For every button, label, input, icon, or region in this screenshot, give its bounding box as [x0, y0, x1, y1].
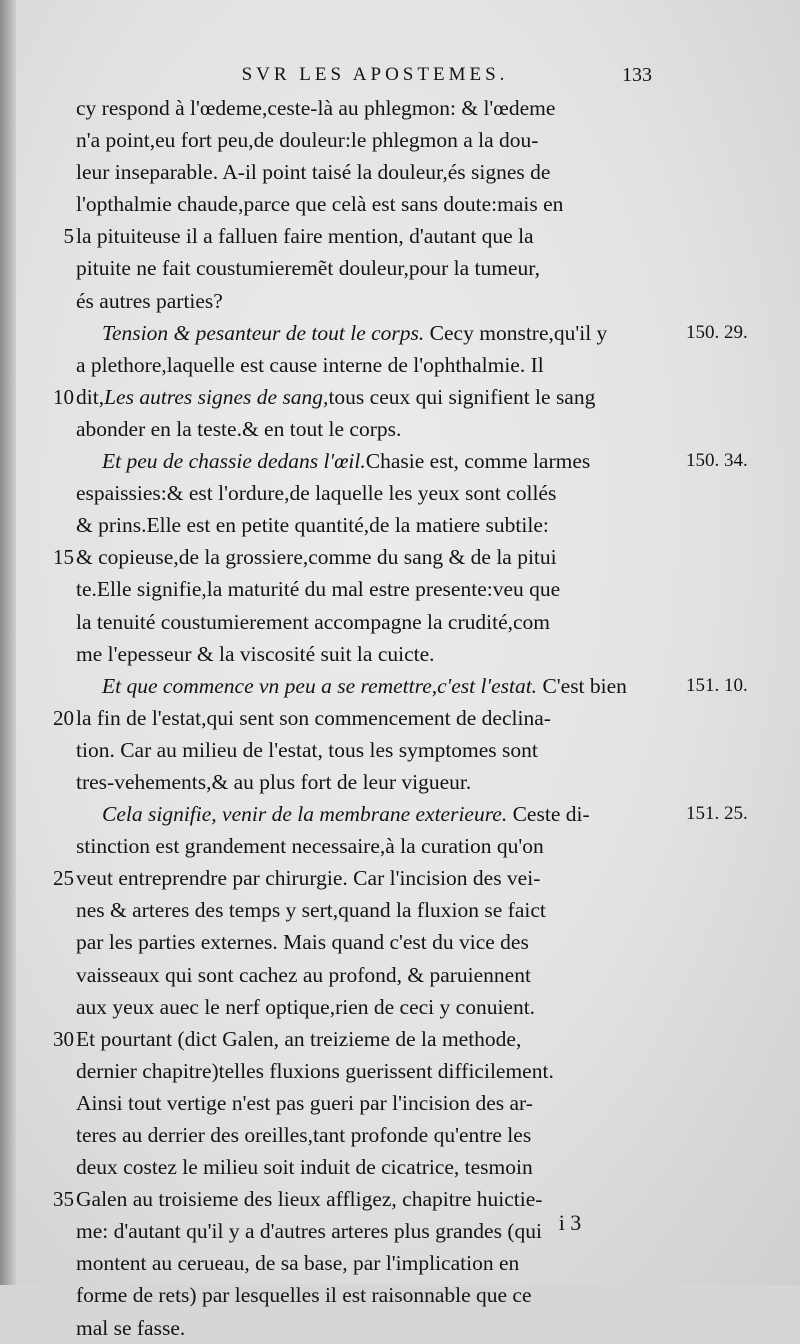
text-line — [0, 124, 800, 156]
line-number: 35 — [53, 1187, 74, 1212]
line-number: 20 — [53, 705, 74, 730]
signature-mark: i 3 — [558, 1210, 582, 1235]
line-text — [76, 156, 680, 188]
italic-lemma: Et peu de chassie dedans l'œil. — [102, 449, 366, 474]
text-line — [0, 220, 800, 252]
text-line — [0, 1183, 800, 1215]
text-line — [0, 252, 800, 284]
line-text — [76, 1151, 680, 1183]
line-text — [76, 349, 680, 381]
line-text — [102, 670, 680, 702]
text-line — [0, 285, 800, 317]
line-text — [76, 991, 680, 1023]
roman-text: teres au derrier des oreilles,tant profonde qu'entre les — [76, 1123, 532, 1147]
text-line — [0, 509, 800, 541]
text-line — [0, 766, 800, 798]
roman-text: a plethore,laquelle est cause interne de l'ophthalmie. Il — [76, 352, 544, 377]
text-line — [0, 1151, 800, 1183]
line-text — [76, 477, 680, 509]
roman-text: me l'epesseur & la viscosité suit la cuicte. — [76, 641, 435, 666]
line-text — [76, 92, 680, 124]
line-text — [76, 381, 680, 413]
roman-text: stinction est grandement necessaire,à la curation qu'on — [76, 834, 544, 859]
roman-text: tres-vehements,& au plus fort de leur vigueur. — [76, 769, 472, 794]
roman-text: cy respond à l'œdeme,ceste-là au phlegmon: & l'œdeme — [76, 96, 556, 120]
roman-text: tion. Car au milieu de l'estat, tous les symptomes sont — [76, 737, 538, 762]
roman-text: la fin de l'estat,qui sent son commencement de declina- — [76, 705, 551, 730]
line-text — [76, 1087, 680, 1119]
line-text — [76, 1279, 680, 1311]
text-line — [0, 1023, 800, 1055]
text-line — [0, 573, 800, 605]
text-line — [0, 188, 800, 220]
roman-text: veut entreprendre par chirurgie. Car l'incision des vei- — [76, 866, 541, 891]
line-number: 10 — [53, 384, 74, 409]
line-text — [76, 509, 680, 541]
roman-text: me: d'autant qu'il y a d'autres arteres plus grandes (qui — [76, 1219, 542, 1244]
roman-text: par les parties externes. Mais quand c'est du vice des — [76, 930, 529, 955]
text-line — [0, 1055, 800, 1087]
text-line — [0, 638, 800, 670]
line-text — [76, 926, 680, 958]
italic-lemma: Et que commence vn peu a se remettre,c'est l'estat. — [102, 673, 538, 698]
line-text — [76, 959, 680, 991]
text-line — [0, 445, 800, 477]
roman-text: n'a point,eu fort peu,de douleur:le phlegmon a la dou- — [76, 128, 539, 153]
text-line — [0, 92, 800, 124]
roman-text: mal se fasse. — [76, 1315, 186, 1340]
roman-text: la tenuité coustumierement accompagne la crudité,com — [76, 609, 550, 634]
roman-text: & prins.Elle est en petite quantité,de la matiere subtile: — [76, 513, 549, 538]
text-line — [0, 1215, 800, 1247]
line-text — [76, 285, 680, 317]
text-line — [0, 830, 800, 862]
text-line — [0, 1247, 800, 1279]
roman-text: espaissies:& est l'ordure,de laquelle les yeux sont collés — [76, 481, 557, 506]
roman-text: dernier chapitre)telles fluxions guerissent difficilement. — [76, 1058, 554, 1083]
line-text — [76, 1023, 680, 1055]
line-number: 5 — [63, 224, 74, 249]
roman-text: forme de rets) par lesquelles il est raisonnable que ce — [76, 1283, 532, 1308]
line-text — [76, 124, 680, 156]
line-text — [76, 1055, 680, 1087]
margin-reference: 150. 34. — [686, 450, 748, 472]
line-text — [76, 638, 680, 670]
roman-text: abonder en la teste.& en tout le corps. — [76, 416, 402, 441]
roman-text: la pituiteuse il a falluen faire mention, d'autant que la — [76, 224, 534, 249]
text-line — [0, 381, 800, 413]
line-text — [76, 252, 680, 284]
text-line — [0, 734, 800, 766]
text-line — [0, 959, 800, 991]
running-head: SVR LES APOSTEMES. — [241, 64, 509, 85]
roman-text: leur inseparable. A-il point taisé la douleur,és signes de — [76, 160, 551, 185]
roman-text: nes & arteres des temps y sert,quand la fluxion se faict — [76, 898, 546, 923]
line-text — [76, 1312, 680, 1344]
margin-reference: 151. 10. — [686, 674, 748, 696]
italic-lemma: Cela signifie, venir de la membrane exterieure. — [102, 802, 508, 827]
text-line — [0, 670, 800, 702]
roman-text: dit, — [76, 384, 105, 409]
text-line — [0, 349, 800, 381]
margin-reference: 150. 29. — [686, 321, 748, 343]
line-text — [76, 188, 680, 220]
text-line — [0, 991, 800, 1023]
roman-text: te.Elle signifie,la maturité du mal estre presente:veu que — [76, 577, 561, 602]
roman-text: vaisseaux qui sont cachez au profond, & paruiennent — [76, 962, 531, 987]
text-line — [0, 1119, 800, 1151]
page-header — [0, 60, 800, 90]
roman-text: l'opthalmie chaude,parce que celà est sans doute:mais en — [76, 192, 564, 217]
margin-reference: 151. 25. — [686, 803, 748, 825]
roman-text: Chasie est, comme larmes — [365, 449, 591, 474]
roman-text: montent au cerueau, de sa base, par l'implication en — [76, 1251, 520, 1276]
line-text — [76, 702, 680, 734]
text-line — [0, 1312, 800, 1344]
roman-text: Ainsi tout vertige n'est pas gueri par l'incision des ar- — [76, 1090, 533, 1115]
text-line — [0, 862, 800, 894]
line-text — [102, 798, 680, 830]
italic-lemma: Tension & pesanteur de tout le corps. — [102, 320, 425, 345]
line-text — [76, 862, 680, 894]
roman-text: Ceste di- — [507, 802, 590, 827]
roman-text: Cecy monstre,qu'il y — [424, 320, 608, 345]
line-text — [102, 317, 680, 349]
line-text — [76, 220, 680, 252]
roman-text: C'est bien — [537, 673, 627, 698]
line-text — [76, 573, 680, 605]
text-line — [0, 317, 800, 349]
line-text — [76, 1119, 680, 1151]
text-line — [0, 156, 800, 188]
line-text — [76, 606, 680, 638]
text-line — [0, 798, 800, 830]
roman-text: aux yeux auec le nerf optique,rien de ceci y conuient. — [76, 994, 536, 1019]
roman-text: & copieuse,de la grossiere,comme du sang & de la pitui — [76, 545, 557, 570]
text-line — [0, 1087, 800, 1119]
line-number: 15 — [53, 545, 74, 570]
roman-text: Et pourtant (dict Galen, an treizieme de la methode, — [76, 1026, 522, 1051]
roman-text: és autres parties? — [76, 288, 223, 313]
line-text — [76, 894, 680, 926]
text-line — [0, 894, 800, 926]
line-text — [76, 830, 680, 862]
text-line — [0, 926, 800, 958]
text-line — [0, 606, 800, 638]
italic-lemma: Les autres signes de sang, — [104, 384, 329, 409]
text-line — [0, 702, 800, 734]
text-line — [0, 413, 800, 445]
roman-text: deux costez le milieu soit induit de cicatrice, tesmoin — [76, 1155, 533, 1180]
text-line — [0, 541, 800, 573]
line-text — [76, 413, 680, 445]
line-number: 25 — [53, 866, 74, 891]
body-text — [0, 92, 800, 1344]
roman-text: Galen au troisieme des lieux affligez, chapitre huictie- — [76, 1187, 543, 1212]
line-text — [76, 541, 680, 573]
text-line — [0, 1279, 800, 1311]
text-line — [0, 477, 800, 509]
page-number: 133 — [622, 64, 652, 86]
line-text — [76, 1247, 680, 1279]
roman-text: pituite ne fait coustumieremẽt douleur,pour la tumeur, — [76, 256, 540, 281]
line-text — [76, 766, 680, 798]
line-number: 30 — [53, 1026, 74, 1051]
line-text — [76, 734, 680, 766]
line-text — [102, 445, 680, 477]
roman-text: tous ceux qui signifient le sang — [328, 384, 596, 409]
